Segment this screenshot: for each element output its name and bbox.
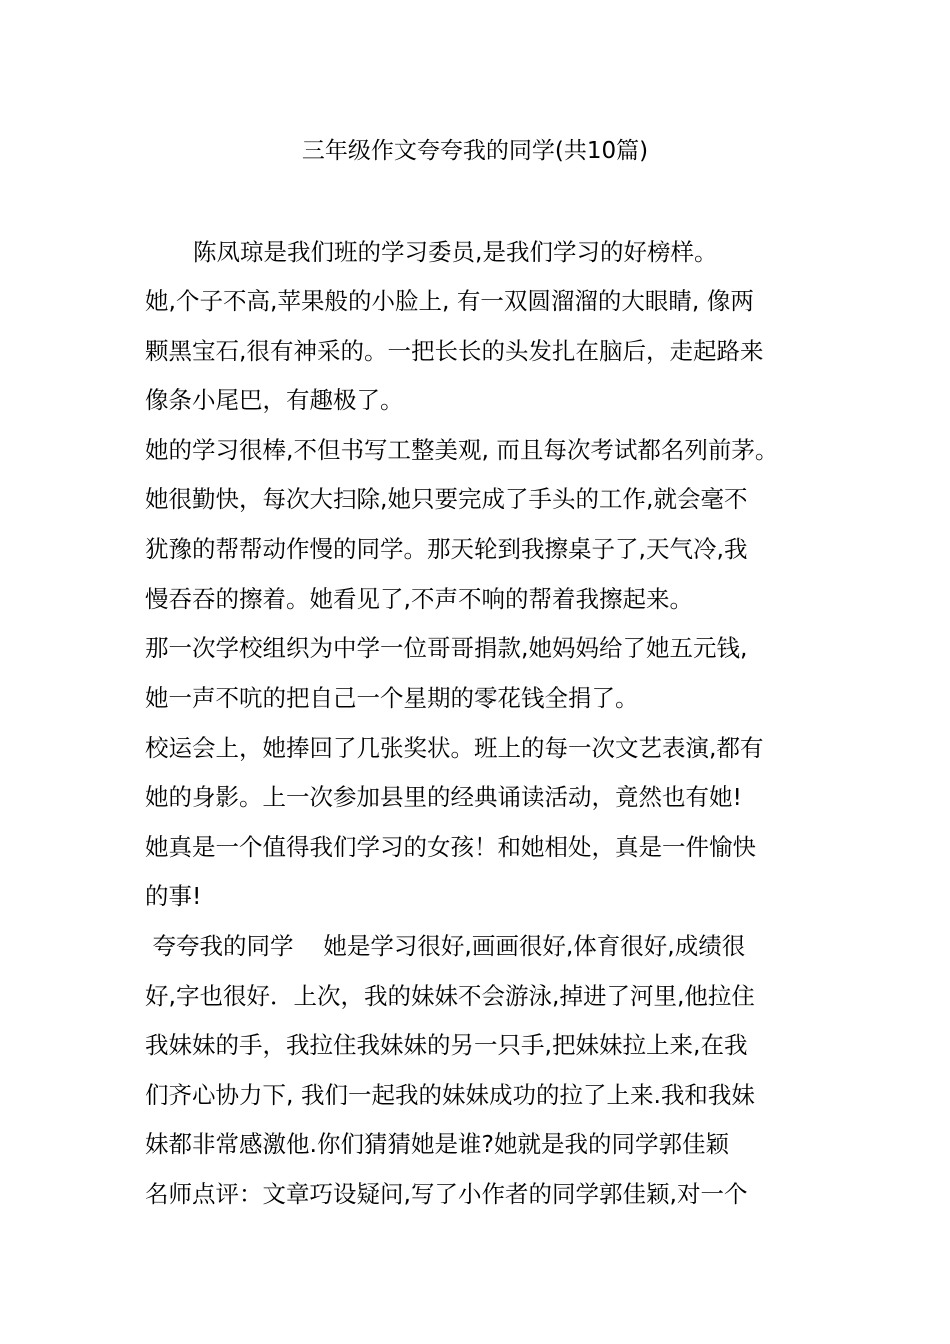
text-line-2: 她,个子不高,苹果般的小脸上, 有一双圆溜溜的大眼睛, 像两 — [145, 287, 754, 315]
text-line-16: 好,字也很好．上次，我的妹妹不会游泳,掉进了河里,他拉住 — [145, 982, 755, 1010]
text-line-1: 陈凤琼是我们班的学习委员,是我们学习的好榜样。 — [193, 238, 718, 266]
text-line-4: 像条小尾巴，有趣极了。 — [145, 386, 404, 414]
text-line-10: 她一声不吭的把自己一个星期的零花钱全捐了。 — [145, 684, 639, 712]
text-line-18: 们齐心协力下, 我们一起我的妹妹成功的拉了上来.我和我妹 — [145, 1081, 755, 1109]
text-line-15: 夸夸我的同学 她是学习很好,画画很好,体育很好,成绩很 — [145, 932, 746, 960]
text-line-13: 她真是一个值得我们学习的女孩！和她相处，真是一件愉快 — [145, 833, 756, 861]
text-line-11: 校运会上，她捧回了几张奖状。班上的每一次文艺表演,都有 — [145, 734, 764, 762]
text-line-9: 那一次学校组织为中学一位哥哥捐款,她妈妈给了她五元钱, — [145, 634, 748, 662]
text-line-3: 颗黑宝石,很有神采的。一把长长的头发扎在脑后，走起路来 — [145, 337, 764, 365]
text-line-5: 她的学习很棒,不但书写工整美观, 而且每次考试都名列前茅。 — [145, 436, 779, 464]
text-line-6: 她很勤快，每次大扫除,她只要完成了手头的工作,就会毫不 — [145, 485, 748, 513]
text-line-7: 犹豫的帮帮动作慢的同学。那天轮到我擦桌子了,天气冷,我 — [145, 535, 748, 563]
text-line-19: 妹都非常感激他.你们猜猜她是谁?她就是我的同学郭佳颖 — [145, 1130, 729, 1158]
text-line-20: 名师点评：文章巧设疑问,写了小作者的同学郭佳颖,对一个 — [145, 1180, 748, 1208]
text-line-8: 慢吞吞的擦着。她看见了,不声不响的帮着我擦起来。 — [145, 585, 693, 613]
document-title: 三年级作文夸夸我的同学(共10篇) — [301, 138, 649, 164]
text-line-12: 她的身影。上一次参加县里的经典诵读活动，竟然也有她! — [145, 783, 742, 811]
text-line-14: 的事! — [145, 882, 202, 910]
text-line-17: 我妹妹的手，我拉住我妹妹的另一只手,把妹妹拉上来,在我 — [145, 1031, 748, 1059]
